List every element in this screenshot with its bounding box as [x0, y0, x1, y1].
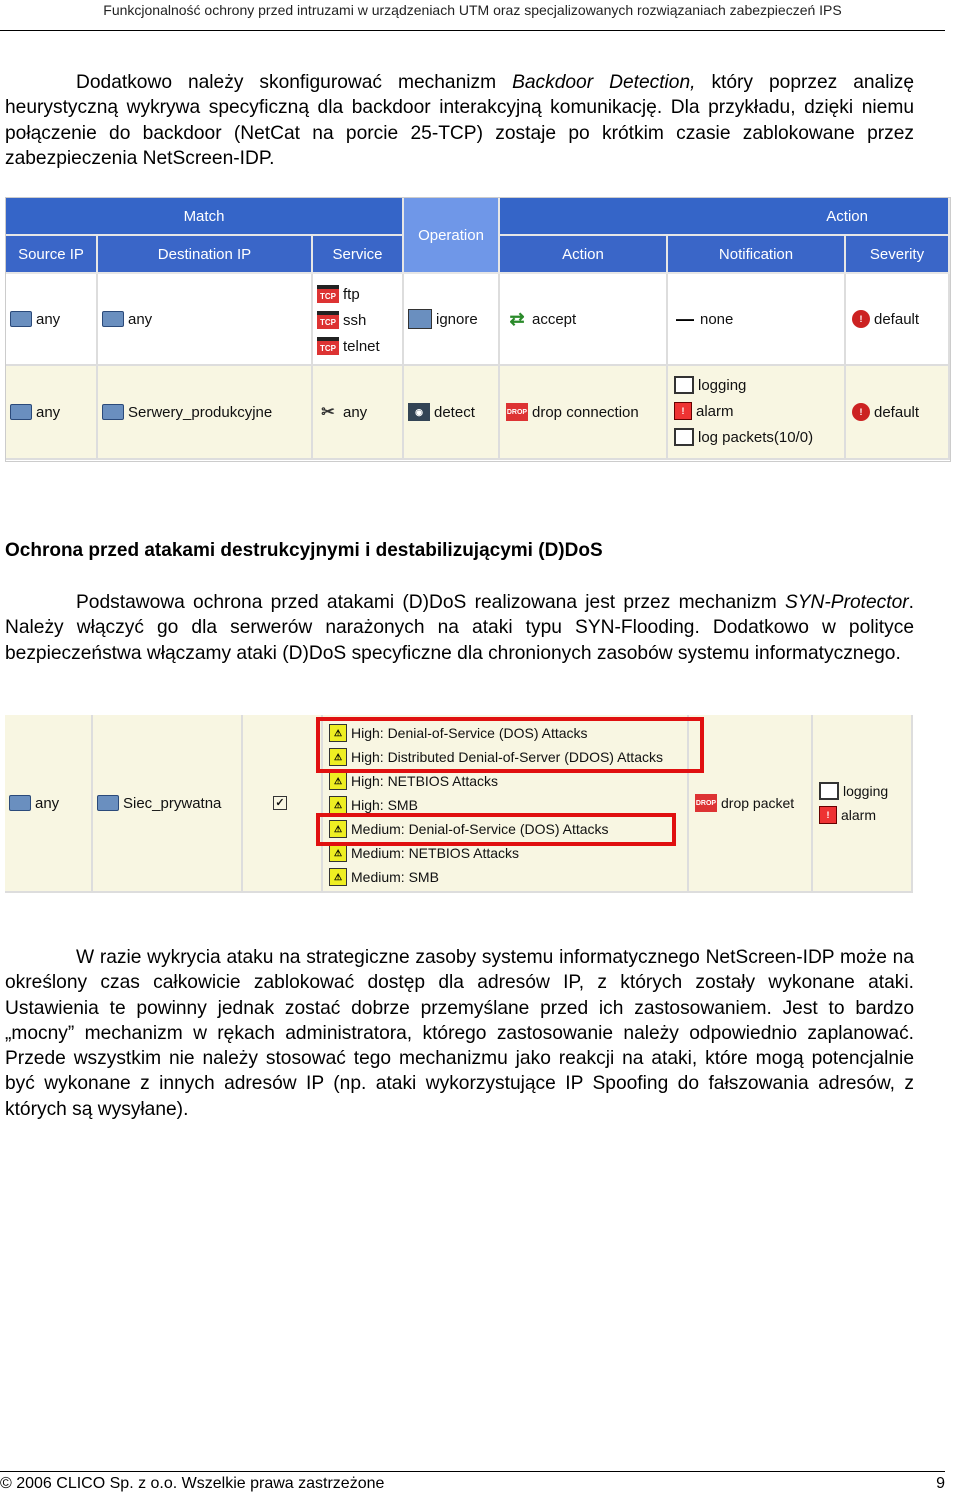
notif-logging: logging	[819, 779, 911, 803]
header-severity: Severity	[846, 236, 950, 274]
none-icon: —	[676, 308, 694, 329]
host-icon	[10, 311, 32, 327]
header-source-ip: Source IP	[6, 236, 98, 274]
severity-icon: !	[852, 403, 870, 421]
host-icon	[102, 311, 124, 327]
service-ftp: TCP ftp	[317, 281, 402, 307]
tcp-icon: TCP	[317, 311, 339, 329]
page-header	[0, 0, 945, 31]
paragraph-blocking: W razie wykrycia ataku na strategiczne zasoby systemu informatycznego NetScreen-IDP może na określony czas całkowicie zablokować dostęp dla adresów IP, z których zostały wykonane ataki. Ustawienia te powinny jednak zostać dobrze przemyślane przed ich zastosowaniem. Jest to bardzo „mocny” mechanizm w rękach administratora, którego zastosowanie należy odpowiednio zaplanować. Przede wszystkim nie należy stosować tego mechanizmu jako reakcji na ataki, które mogą potencjalnie być wykonane z innych adresów IP (np. ataki wykorzystujące IP Spoofing do fałszowania adresów, z których są wysyłane).	[5, 947, 914, 1120]
row2-notification[interactable]	[668, 366, 846, 460]
attack-item: ⚠ Medium: Denial-of-Service (DOS) Attacks	[329, 817, 687, 841]
attack-icon: ⚠	[329, 868, 347, 886]
row2-action[interactable]: DROP drop connection	[500, 366, 668, 460]
row1-destination[interactable]: any	[98, 274, 313, 366]
ddos-action[interactable]: DROP drop packet	[689, 715, 813, 893]
attack-icon: ⚠	[329, 772, 347, 790]
service-telnet: TCP telnet	[317, 333, 402, 359]
paragraph-syn-protector: Podstawowa ochrona przed atakami (D)DoS realizowana jest przez mechanizm SYN-Protector. Należy włączyć go dla serwerów narażonych na ataki typu SYN-Flooding. Dodatkowo w polityce bezpieczeństwa włączamy ataki (D)DoS specyficzne dla chronionych zasobów systemu informatycznego.	[5, 592, 914, 664]
header-service: Service	[313, 236, 404, 274]
logging-icon	[674, 376, 694, 394]
logging-icon	[819, 782, 839, 800]
notif-logging: logging	[674, 372, 844, 398]
attack-icon: ⚠	[329, 820, 347, 838]
attack-icon: ⚠	[329, 796, 347, 814]
host-icon	[9, 795, 31, 811]
severity-icon: !	[852, 310, 870, 328]
row1-operation[interactable]: ignore	[404, 274, 500, 366]
ddos-destination[interactable]: Siec_prywatna	[93, 715, 243, 893]
drop-icon: DROP	[506, 403, 528, 421]
row2-service[interactable]: ✂ any	[313, 366, 404, 460]
tcp-icon: TCP	[317, 285, 339, 303]
attack-item: ⚠ High: SMB	[329, 793, 687, 817]
row2-severity[interactable]: ! default	[846, 366, 950, 460]
header-notification: Notification	[668, 236, 846, 274]
host-icon	[10, 404, 32, 420]
attack-item: ⚠ High: Denial-of-Service (DOS) Attacks	[329, 721, 687, 745]
page-footer	[0, 1471, 945, 1496]
row1-notification[interactable]: — none	[668, 274, 846, 366]
alarm-icon: !	[819, 806, 837, 824]
service-ssh: TCP ssh	[317, 307, 402, 333]
row2-source[interactable]: any	[6, 366, 98, 460]
header-operation: Operation	[404, 198, 500, 274]
row2-destination[interactable]: Serwery_produkcyjne	[98, 366, 313, 460]
tcp-icon: TCP	[317, 337, 339, 355]
notif-alarm: ! alarm	[819, 803, 911, 827]
notif-log-packets: log packets(10/0)	[674, 424, 844, 450]
row2-operation[interactable]: ◉ detect	[404, 366, 500, 460]
header-match: Match	[6, 198, 404, 236]
ddos-source[interactable]: any	[5, 715, 93, 893]
row1-action[interactable]: ⇄ accept	[500, 274, 668, 366]
header-destination-ip: Destination IP	[98, 236, 313, 274]
network-icon	[97, 795, 119, 811]
ignore-icon	[408, 309, 432, 329]
checkbox-icon[interactable]: ✓	[273, 796, 287, 810]
detect-icon: ◉	[408, 403, 430, 421]
accept-icon: ⇄	[509, 308, 525, 329]
row1-source[interactable]: any	[6, 274, 98, 366]
attack-item: ⚠ High: Distributed Denial-of-Server (DDOS) Attacks	[329, 745, 687, 769]
highlight-medium-dos	[316, 813, 676, 846]
attack-icon: ⚠	[329, 748, 347, 766]
any-service-icon: ✂	[321, 404, 335, 421]
page-number: 9	[936, 1475, 945, 1492]
header-action: Action	[500, 236, 668, 274]
ddos-notification[interactable]	[813, 715, 913, 893]
row1-severity[interactable]: ! default	[846, 274, 950, 366]
paragraph-backdoor: Dodatkowo należy skonfigurować mechanizm Backdoor Detection, który poprzez analizę heurystyczną wykrywa specyficzną dla backdoor interakcyjną komunikację. Dla przykładu, dzięki niemu połączenie do backdoor (NetCat na porcie 25-TCP) zostaje po krótkim czasie zablokowane przez zabezpieczenia NetScreen-IDP.	[5, 72, 915, 169]
attack-item: ⚠ Medium: NETBIOS Attacks	[329, 841, 687, 865]
header-title: Funkcjonalność ochrony przed intruzami w urządzeniach UTM oraz specjalizowanych rozwiązaniach zabezpieczeń IPS	[103, 2, 842, 18]
notif-alarm: ! alarm	[674, 398, 844, 424]
attack-item: ⚠ High: NETBIOS Attacks	[329, 769, 687, 793]
policy-table-backdoor	[5, 197, 951, 462]
alarm-icon: !	[674, 402, 692, 420]
attack-icon: ⚠	[329, 724, 347, 742]
attack-item: ⚠ Medium: SMB	[329, 865, 687, 889]
ddos-enabled[interactable]	[243, 715, 323, 893]
section-heading: Ochrona przed atakami destrukcyjnymi i destabilizującymi (D)DoS	[5, 540, 603, 561]
row1-service[interactable]	[313, 274, 404, 366]
attack-icon: ⚠	[329, 844, 347, 862]
header-action-group: Action	[500, 198, 950, 236]
footer-copyright: © 2006 CLICO Sp. z o.o. Wszelkie prawa zastrzeżone	[0, 1475, 385, 1492]
drop-icon: DROP	[695, 794, 717, 812]
log-packets-icon	[674, 428, 694, 446]
server-group-icon	[102, 404, 124, 420]
highlight-high-dos-ddos	[316, 717, 704, 773]
